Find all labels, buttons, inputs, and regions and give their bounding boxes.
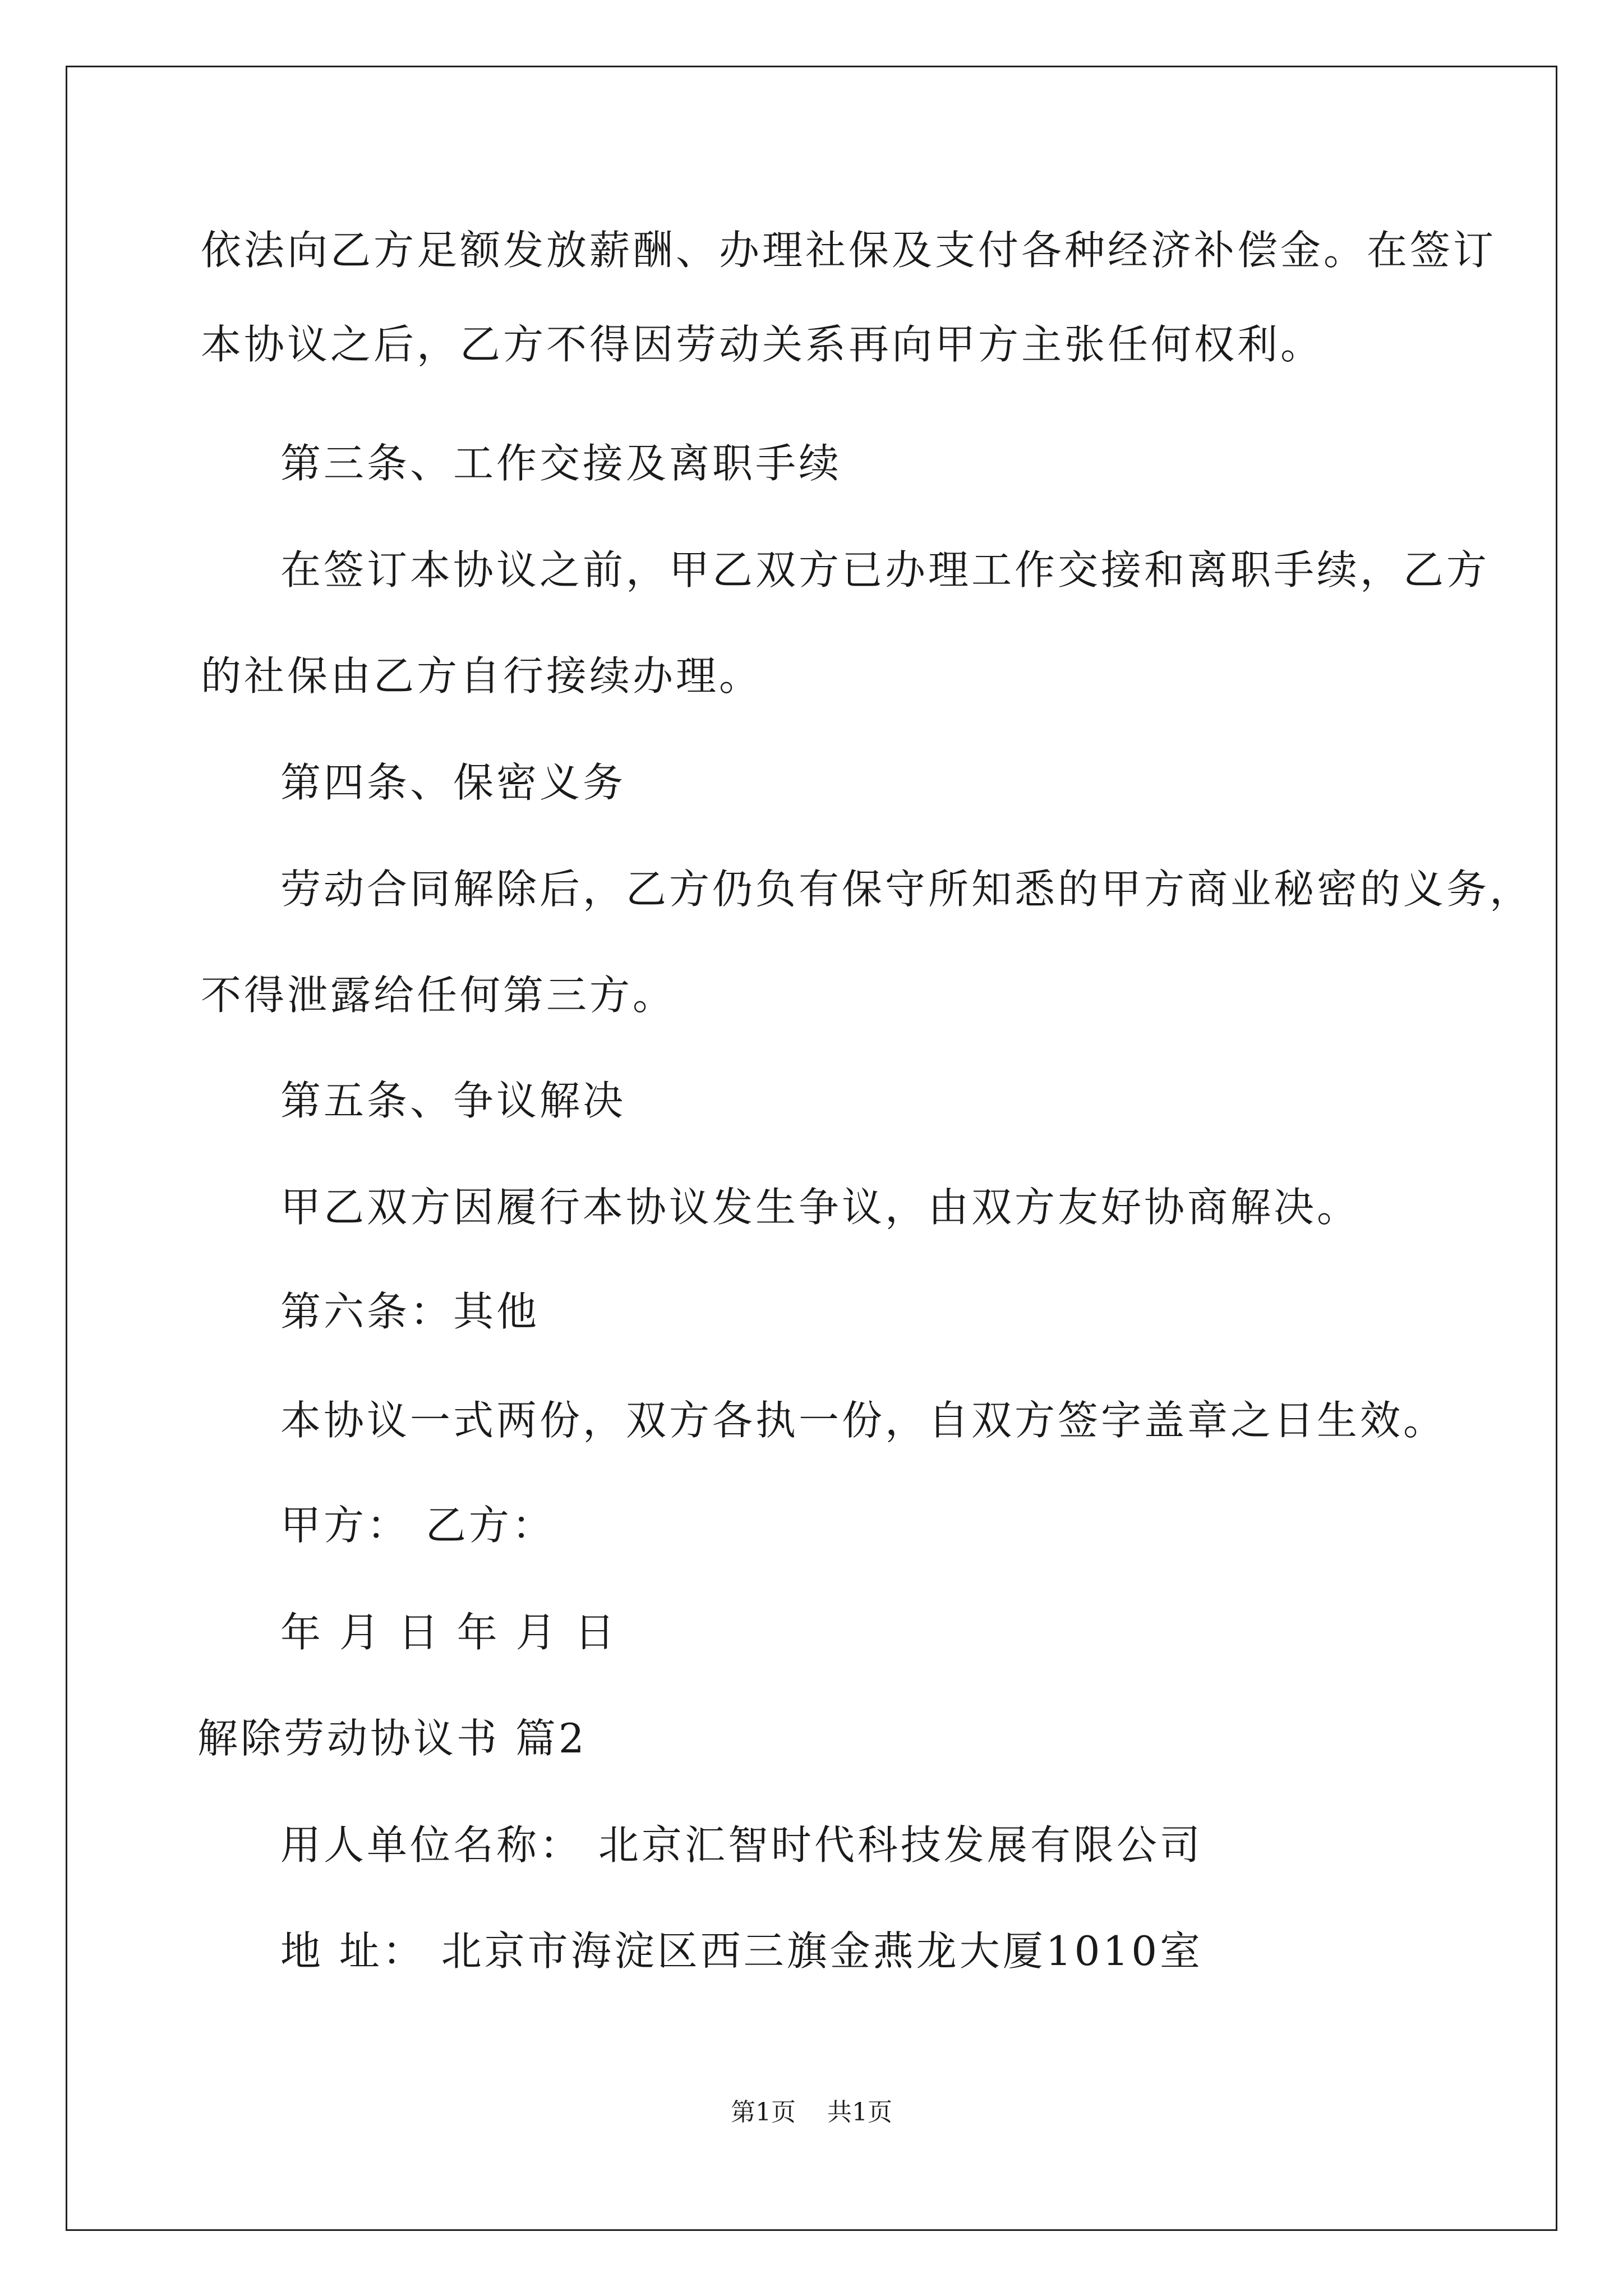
page-footer: 第1页 共1页: [731, 2098, 892, 2127]
body-text-line: 本协议一式两份，双方各执一份，自双方签字盖章之日生效。: [280, 1397, 1447, 1444]
section-title: 解除劳动协议书 篇2: [197, 1715, 587, 1762]
signature-dates: 年 月 日 年 月 日: [280, 1609, 618, 1656]
page-border: [66, 66, 1557, 2231]
article-6-heading: 第六条：其他: [280, 1288, 540, 1335]
signature-parties: 甲方： 乙方：: [280, 1502, 555, 1549]
body-text-line: 甲乙双方因履行本协议发生争议，由双方友好协商解决。: [280, 1184, 1361, 1231]
body-text-line: 在签订本协议之前，甲乙双方已办理工作交接和离职手续，乙方: [280, 546, 1490, 593]
address-line: 地 址： 北京市海淀区西三旗金燕龙大厦1010室: [280, 1927, 1204, 1975]
body-text-line: 的社保由乙方自行接续办理。: [201, 652, 763, 700]
body-text-line: 劳动合同解除后，乙方仍负有保守所知悉的甲方商业秘密的义务，: [280, 866, 1533, 913]
article-4-heading: 第四条、保密义务: [280, 759, 626, 806]
article-5-heading: 第五条、争议解决: [280, 1077, 626, 1124]
body-text-line: 本协议之后，乙方不得因劳动关系再向甲方主张任何权利。: [201, 321, 1324, 368]
body-text-line: 不得泄露给任何第三方。: [201, 972, 676, 1019]
article-3-heading: 第三条、工作交接及离职手续: [280, 440, 842, 487]
body-text-line: 依法向乙方足额发放薪酬、办理社保及支付各种经济补偿金。在签订: [201, 227, 1497, 274]
employer-name-line: 用人单位名称： 北京汇智时代科技发展有限公司: [280, 1821, 1203, 1869]
